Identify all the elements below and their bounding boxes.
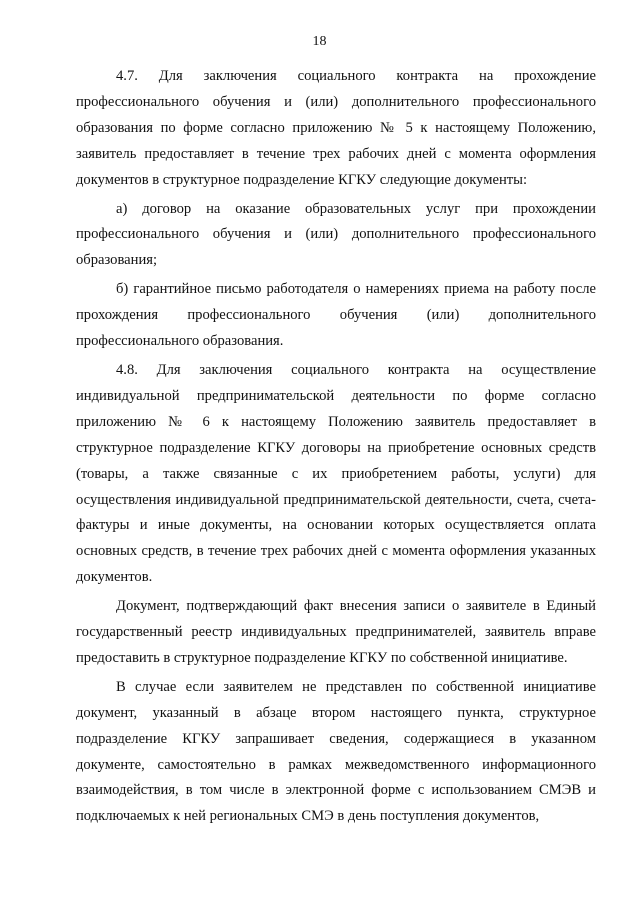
document-body bbox=[76, 64, 596, 830]
paragraph-4-7: 4.7. Для заключения социального контракта на прохождение профессионального обучения и (или) дополнительного профессионального образования по форме согласно приложению № 5 к настоящему Положению, заявитель предоставляет в течение трех рабочих дней с момента оформления документов в структурное подразделение КГКУ следующие документы: bbox=[76, 68, 596, 188]
paragraph-interagency-request: В случае если заявителем не представлен по собственной инициативе документ, указанный в абзаце втором настоящего пункта, структурное подразделение КГКУ запрашивает сведения, содержащиеся в указанном документе, самостоятельно в рамках межведомственного информационного взаимодействия, в том числе в электронной форме с использованием СМЭВ и подключаемых к ней региональных СМЭ в день поступления документов, bbox=[76, 678, 596, 825]
paragraph-item-a: а) договор на оказание образовательных услуг при прохождении профессионального обучения и (или) дополнительного профессионального образования; bbox=[76, 200, 596, 269]
page-number: 18 bbox=[312, 34, 327, 49]
paragraph-item-b: б) гарантийное письмо работодателя о намерениях приема на работу после прохождения профессионального обучения (или) дополнительного профессионального образования. bbox=[76, 281, 596, 350]
paragraph-egrip-document: Документ, подтверждающий факт внесения записи о заявителе в Единый государственный реестр индивидуальных предпринимателей, заявитель вправе предоставить в структурное подразделение КГКУ по собственной инициативе. bbox=[76, 598, 596, 666]
paragraph-4-8: 4.8. Для заключения социального контракта на осуществление индивидуальной предпринимательской деятельности по форме согласно приложению № 6 к настоящему Положению заявитель предоставляет в структурное подразделение КГКУ договоры на приобретение основных средств (товары, а также связанные с их приобретением работы, услуги) для осуществления индивидуальной предпринимательской деятельности, счета, счета-фактуры и иные документы, на основании которых осуществляется оплата основных средств, в течение трех рабочих дней с момента оформления указанных документов. bbox=[76, 361, 596, 586]
